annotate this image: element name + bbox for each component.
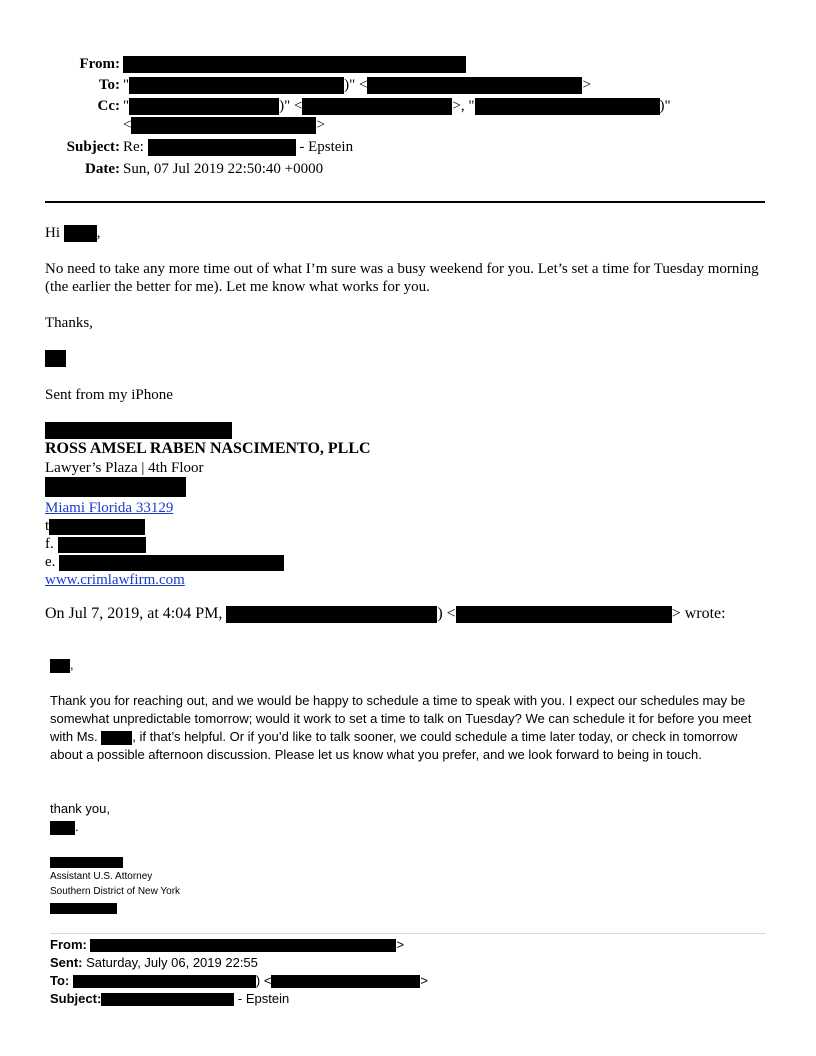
message-part-1: Thank you for reaching out, and we would be happy to schedule a time to speak with you. I expect our schedules may be somewhat unpredictable tomorrow; would it work to set a time to talk on Tuesday? We can schedule it for before you meet with Ms. <box>50 693 752 744</box>
fwd-subject-row <box>50 990 428 1008</box>
fwd-to-mid: ) < <box>255 973 272 988</box>
fwd-sent-value: Saturday, July 06, 2019 22:55 <box>86 955 258 970</box>
aua-title: Assistant U.S. Attorney <box>50 871 153 882</box>
redacted-quoted-sender <box>226 606 437 623</box>
redacted-aua-phone <box>50 903 117 914</box>
signoff-period: . <box>75 819 79 834</box>
redacted-fwd-to-email <box>271 975 420 988</box>
city-link[interactable]: Miami Florida 33129 <box>45 500 174 516</box>
redacted-cc-email-1 <box>302 98 452 115</box>
redacted-signer-name <box>45 422 232 439</box>
from-label: From: <box>79 56 120 72</box>
subject-prefix: Re: <box>123 139 144 155</box>
to-close: > <box>582 77 591 93</box>
fwd-to-row <box>50 972 428 990</box>
redacted-signoff <box>50 821 75 835</box>
greeting-text: Hi <box>45 225 60 241</box>
cc-sep: )" < <box>279 98 303 114</box>
street-line <box>45 477 371 499</box>
redacted-recipient-name <box>129 77 344 94</box>
redacted-greeting-name <box>64 225 97 242</box>
subject-value <box>123 138 353 156</box>
forwarded-header <box>50 936 428 1008</box>
greeting-comma: , <box>96 225 101 241</box>
redacted-cc-name-2 <box>475 98 660 115</box>
quoted-intro <box>45 605 726 623</box>
redacted-initials <box>45 350 66 367</box>
quoted-signoff <box>50 818 79 836</box>
sent-from: Sent from my iPhone <box>45 387 173 403</box>
redacted-salutation-name <box>50 659 70 673</box>
cc-label: Cc: <box>97 98 120 114</box>
website-link[interactable]: www.crimlawfirm.com <box>45 572 185 588</box>
quoted-thank-you: thank you, <box>50 801 110 816</box>
fwd-to-label: To: <box>50 973 70 988</box>
fwd-subject-suffix: - Epstein <box>237 991 290 1006</box>
redacted-cc-email-2 <box>131 117 316 134</box>
header-divider <box>45 201 765 203</box>
fax-label: f. <box>45 536 54 552</box>
to-sep: )" < <box>344 77 368 93</box>
fwd-from-label: From: <box>50 937 87 952</box>
cc-quote: " <box>123 98 130 114</box>
cc-value-2 <box>123 116 325 134</box>
redacted-ms-name <box>101 731 132 745</box>
email-line <box>45 553 371 571</box>
firm-name: ROSS AMSEL RABEN NASCIMENTO, PLLC <box>45 440 371 457</box>
subject-suffix: - Epstein <box>299 139 354 155</box>
date-value: Sun, 07 Jul 2019 22:50:40 +0000 <box>123 161 324 177</box>
redacted-sender <box>123 56 466 73</box>
redacted-quoted-email <box>456 606 672 623</box>
redacted-fwd-subject <box>101 993 234 1006</box>
fwd-from-close: > <box>396 937 405 952</box>
aua-office: Southern District of New York <box>50 886 181 897</box>
to-label: To: <box>98 77 120 93</box>
subject-label: Subject: <box>66 139 120 155</box>
redacted-aua-name <box>50 857 123 868</box>
fwd-sent-label: Sent: <box>50 955 83 970</box>
intro-mid: ) < <box>437 605 456 622</box>
address-line: Lawyer’s Plaza | 4th Floor <box>45 460 204 476</box>
redacted-cc-name-1 <box>129 98 279 115</box>
date-label: Date: <box>85 161 120 177</box>
body-paragraph: No need to take any more time out of what I’m sure was a busy weekend for you. Let’s set a time for Tuesday morning (the earlier the better for me). Let me know what works for you. <box>45 261 759 295</box>
redacted-street <box>45 477 186 497</box>
fwd-sent-row <box>50 954 428 972</box>
aua-extra-line <box>50 899 180 917</box>
fwd-to-close: > <box>420 973 429 988</box>
website-line <box>45 571 371 589</box>
quoted-signature <box>50 855 180 917</box>
intro-suffix: > wrote: <box>671 605 726 622</box>
from-value <box>123 55 466 73</box>
quoted-message <box>50 692 768 764</box>
cc-sep3: )" <box>659 98 671 114</box>
redacted-recipient-email <box>367 77 582 94</box>
to-value <box>123 76 591 94</box>
cc-close: > <box>316 117 325 133</box>
signature-block <box>45 421 371 589</box>
fax-line <box>45 535 371 553</box>
city-line <box>45 499 371 517</box>
salutation-comma: , <box>70 657 74 672</box>
greeting <box>45 224 101 242</box>
cc-sep2: >, " <box>452 98 475 114</box>
email-label: e. <box>45 554 56 570</box>
redacted-email <box>59 555 284 571</box>
cc-value <box>123 97 671 115</box>
signoff-initials <box>45 349 66 367</box>
redacted-subject <box>148 139 296 156</box>
quoted-salutation <box>50 656 74 674</box>
redacted-fax <box>58 537 146 553</box>
phone-label: t <box>45 518 50 534</box>
to-quote: " <box>123 77 130 93</box>
intro-prefix: On Jul 7, 2019, at 4:04 PM, <box>45 605 223 622</box>
fwd-subject-label: Subject: <box>50 991 102 1006</box>
redacted-fwd-to-name <box>73 975 256 988</box>
message-part-2: , if that’s helpful. Or if you’d like to talk sooner, we could schedule a time later today, or check in tomorrow about a possible afternoon discussion. Please let us know what you prefer, and we look forward to being in touch. <box>50 729 738 762</box>
forward-divider <box>50 933 766 934</box>
redacted-fwd-from <box>90 939 396 952</box>
phone-line <box>45 517 371 535</box>
sig-name-line <box>45 421 371 439</box>
aua-name-line <box>50 855 180 869</box>
cc-open: < <box>123 117 132 133</box>
thanks-line: Thanks, <box>45 315 93 331</box>
fwd-from-row <box>50 936 428 954</box>
redacted-phone <box>49 519 145 535</box>
